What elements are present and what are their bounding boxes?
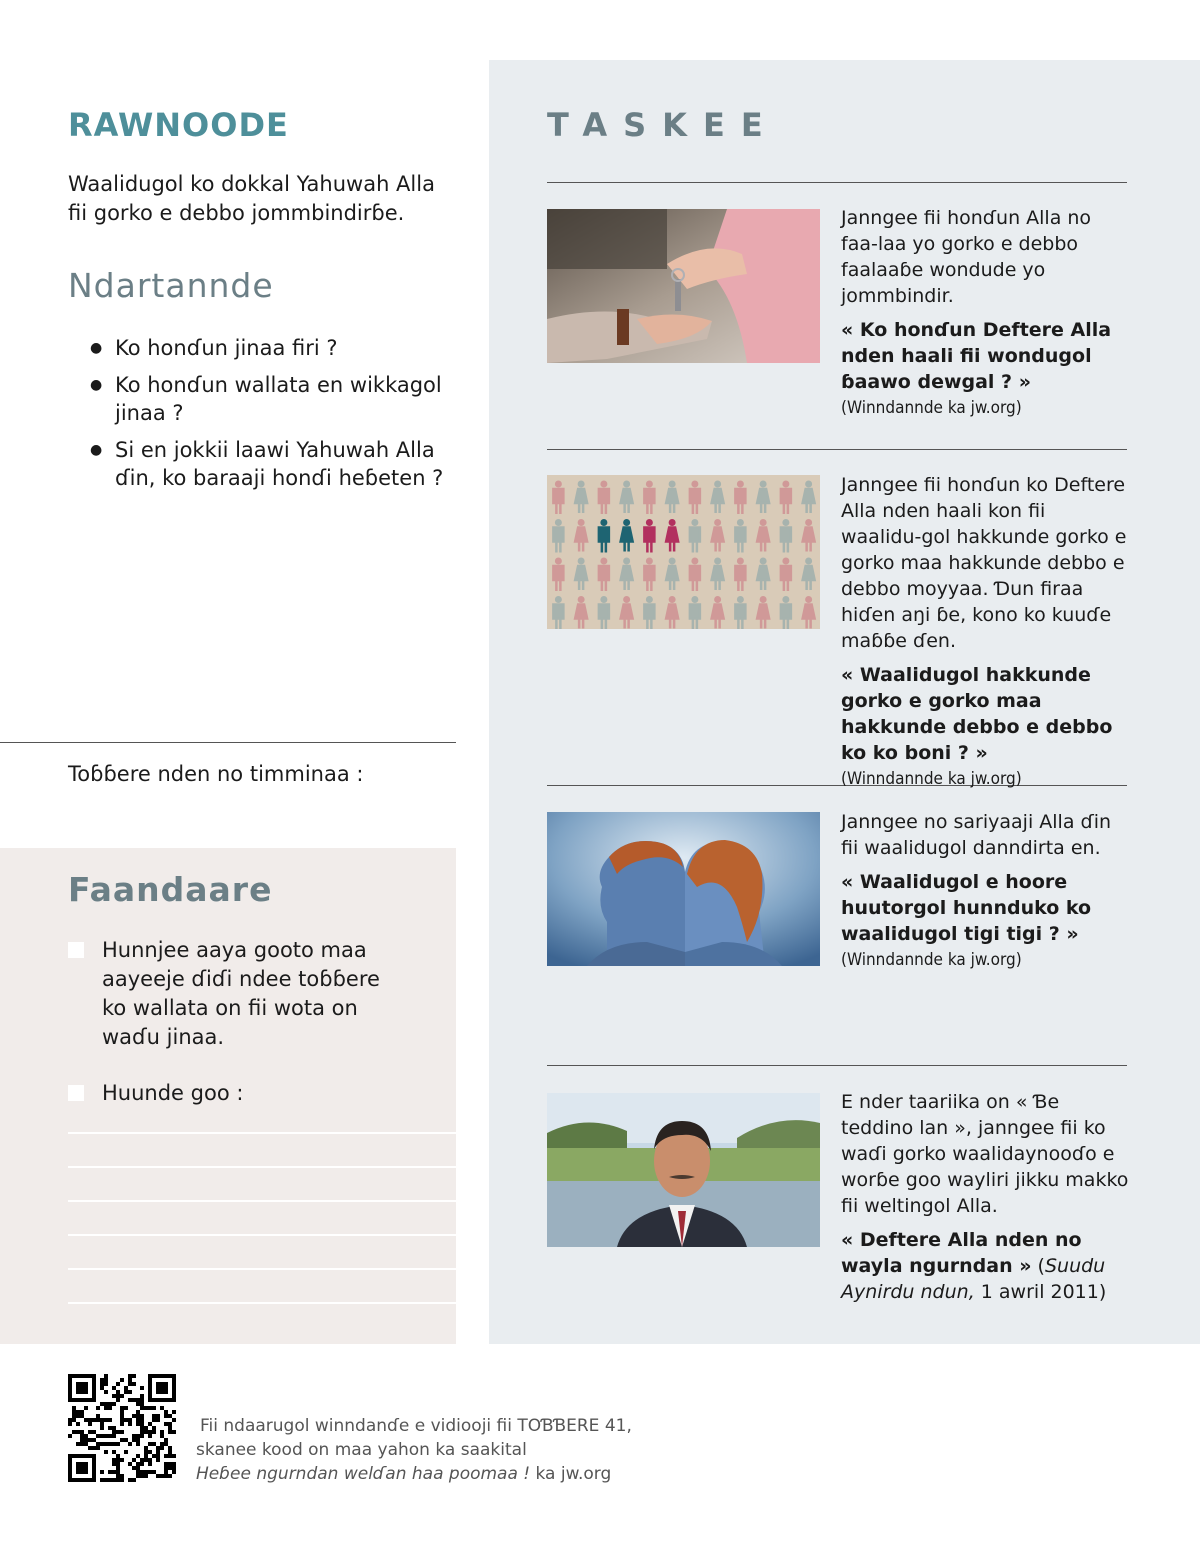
entry-title-link[interactable]: « Ko honɗun Deftere Alla nden haali fii wondugol ɓaawo dewgal ? » [841,319,1112,393]
entry-source-date: 1 awril 2011) [974,1281,1107,1303]
footer-line [196,1462,632,1486]
writing-line[interactable] [68,1200,456,1202]
smiling-man-portrait-photo [547,1093,820,1247]
review-heading: RAWNOODE [68,106,289,144]
divider [547,1065,1127,1066]
entry-description: Janngee no sariyaaji Alla ɗin fii waalidugol danndirta en. [841,811,1112,859]
explore-entry [841,472,1131,792]
entry-title-link[interactable] [841,1227,1131,1305]
divider [547,182,1127,183]
entry-description: E nder taariika on « Ɓe teddino lan », janngee fii ko waɗi gorko waalidaynooɗo e worɓe goo wayliri jikku makko fii weltingol Alla. [841,1091,1129,1217]
explore-entry [841,1089,1131,1305]
checkbox-icon[interactable] [68,1085,84,1101]
checkbox-icon[interactable] [68,942,84,958]
question-item: ● Si en jokkii laawi Yahuwah Alla ɗin, ko baraaji honɗi heɓeten ? [88,436,448,492]
homework-item [68,1079,388,1108]
explore-entry [841,809,1131,973]
homework-item-text: Huunde goo : [102,1081,244,1105]
footer-line: Fii ndaarugol winndanɗe e vidiooji fii TOƁƁERE 41, [200,1416,632,1436]
writing-line[interactable] [68,1234,456,1236]
explore-entry [841,205,1131,421]
entry-source: (Winndannde ka jw.org) [841,769,1022,789]
entry-description: Janngee fii honɗun Alla no faa-laa yo gorko e debbo faalaaɓe wondude yo jommbindir. [841,207,1092,307]
question-item: ● Ko honɗun jinaa firi ? [88,334,448,362]
review-summary: Waalidugol ko dokkal Yahuwah Alla fii gorko e debbo jommbindirɓe. [68,172,435,225]
writing-line[interactable] [68,1166,456,1168]
footer-site-url[interactable]: ka jw.org [530,1464,612,1484]
writing-line[interactable] [68,1302,456,1304]
writing-line[interactable] [68,1132,456,1134]
man-woman-back-to-back-illustration [547,812,820,966]
entry-title[interactable]: « Deftere Alla nden no wayla ngurndan » [841,1229,1082,1277]
divider [547,449,1127,450]
writing-line[interactable] [68,1268,456,1270]
divider [0,742,456,743]
footer-site-title: Heɓee ngurndan welɗan haa poomaa ! [196,1464,531,1484]
question-list [88,334,448,501]
same-sex-couples-icons-illustration [547,475,820,629]
hand-passing-keys-photo [547,209,820,363]
question-item: ● Ko honɗun wallata en wikkagol jinaa ? [88,371,448,427]
entry-source-open: ( [1031,1255,1045,1277]
entry-title-link[interactable]: « Waalidugol hakkunde gorko e gorko maa hakkunde debbo e debbo ko ko boni ? » [841,664,1113,764]
explore-heading: TASKEE [547,106,779,144]
entry-title-link[interactable]: « Waalidugol e hoore huutorgol hunnduko ko waalidugol tigi tigi ? » [841,871,1092,945]
homework-item [68,936,388,1052]
entry-description: Janngee fii honɗun ko Deftere Alla nden haali kon fii waalidu-gol hakkunde gorko e gorko maa hakkunde debbo e debbo moyyaa. Ɗun firaa hiɗen aŋi ɓe, kono ko kuuɗe maɓɓe ɗen. [841,474,1127,652]
entry-source: (Winndannde ka jw.org) [841,398,1022,418]
qr-code-icon[interactable] [68,1374,176,1482]
homework-heading: Faandaare [68,870,273,909]
next-lesson-label: Toɓɓere nden no timminaa : [68,762,364,786]
footer-note [196,1414,632,1486]
entry-source: (Winndannde ka jw.org) [841,950,1022,970]
questions-heading: Ndartannde [68,266,274,305]
footer-line: skanee kood on maa yahon ka saakital [196,1440,527,1460]
homework-item-text: Hunnjee aaya gooto maa aayeeje ɗiɗi ndee toɓɓere ko wallata on fii wota on waɗu jinaa. [102,938,380,1049]
entry-source-magazine: Suudu Aynirdu ndun, [841,1255,1106,1303]
